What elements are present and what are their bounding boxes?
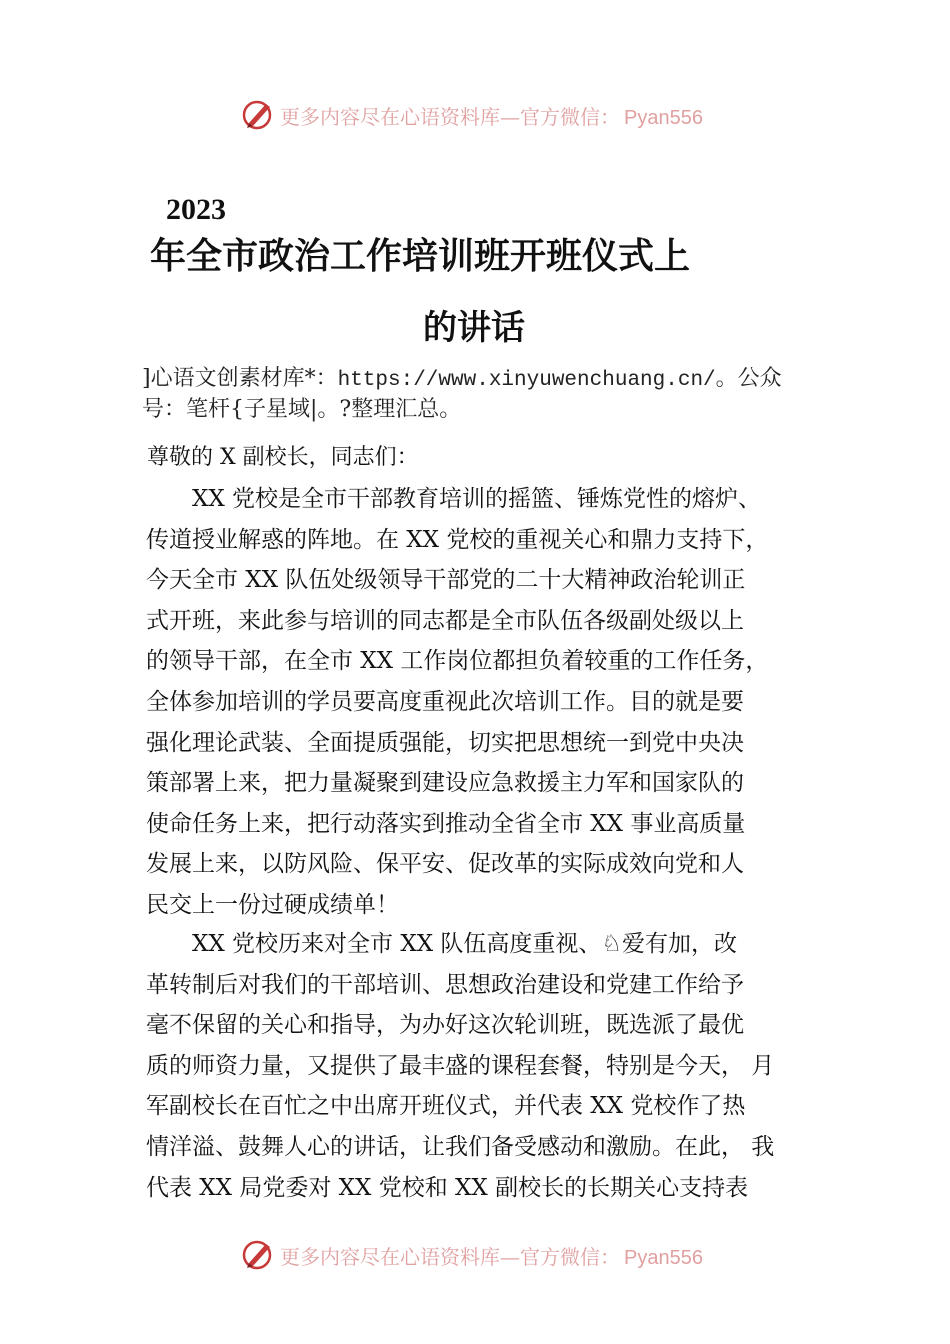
title-line-2: 的讲话 <box>423 308 525 348</box>
paragraph-line: 策部署上来，把力量凝聚到建设应急救援主力军和国家队的 <box>146 770 744 797</box>
paragraph-line: 使命任务上来，把行动落实到推动全省全市 XX 事业高质量 <box>146 810 746 837</box>
source-line-2: 号：笔杆{子星域|。?整理汇总。 <box>142 397 462 422</box>
source-url: https://www.xinyuwenchuang.cn/ <box>337 369 716 392</box>
paragraph-line: XX 党校历来对全市 XX 队伍高度重视、♘爱有加，改 <box>146 931 738 957</box>
watermark-footer <box>0 1234 950 1274</box>
paragraph-line: 军副校长在百忙之中出席开班仪式，并代表 XX 党校作了热 <box>146 1093 746 1120</box>
paragraph-line: 情洋溢、鼓舞人心的讲话，让我们备受感动和激励。在此， 我 <box>146 1133 775 1160</box>
title-line-1: 年全市政治工作培训班开班仪式上 <box>150 235 691 277</box>
paragraph-line: 革转制后对我们的干部培训、思想政治建设和党建工作给予 <box>146 971 744 998</box>
paragraph-line: 质的师资力量，又提供了最丰盛的课程套餐，特别是今天， 月 <box>146 1052 775 1079</box>
paragraph-line: 民交上一份过硬成绩单！ <box>146 891 399 918</box>
paragraph-line: 今天全市 XX 队伍处级领导干部党的二十大精神政治轮训正 <box>146 567 746 594</box>
paragraph-line: 代表 XX 局党委对 XX 党校和 XX 副校长的长期关心支持表 <box>146 1174 749 1201</box>
watermark-text: 更多内容尽在心语资料库—官方微信： Pyan556 <box>280 1245 703 1269</box>
watermark-header <box>0 94 950 134</box>
paragraph-line: 毫不保留的关心和指导，为办好这次轮训班，既选派了最优 <box>146 1012 744 1039</box>
pen-circle-logo-icon <box>240 1236 276 1272</box>
paragraph-line: 强化理论武装、全面提质强能，切实把思想统一到党中央决 <box>146 729 744 756</box>
paragraph-line: 全体参加培训的学员要高度重视此次培训工作。目的就是要 <box>146 688 744 715</box>
paragraph-line: 传道授业解惑的阵地。在 XX 党校的重视关心和鼎力支持下， <box>146 526 769 553</box>
title-year: 2023 <box>166 193 226 226</box>
watermark-text: 更多内容尽在心语资料库—官方微信： Pyan556 <box>280 105 703 129</box>
paragraph-line: 的领导干部，在全市 XX 工作岗位都担负着较重的工作任务， <box>146 648 769 675</box>
source-note <box>142 364 842 424</box>
pen-circle-logo-icon <box>240 96 276 132</box>
paragraph-line: 发展上来，以防风险、保平安、促改革的实际成效向党和人 <box>146 851 744 878</box>
paragraph-line: XX 党校是全市干部教育培训的摇篮、锤炼党性的熔炉、 <box>146 486 762 512</box>
salutation: 尊敬的 X 副校长，同志们： <box>147 445 419 470</box>
paragraph-1 <box>146 479 826 926</box>
watermark-account: Pyan556 <box>624 107 703 129</box>
paragraph-2 <box>146 924 826 1208</box>
watermark-account: Pyan556 <box>624 1247 703 1269</box>
paragraph-line: 式开班，来此参与培训的同志都是全市队伍各级副处级以上 <box>146 607 744 634</box>
source-line-1: ]心语文创素材库*：https://www.xinyuwenchuang.cn/。公众 <box>142 366 782 392</box>
